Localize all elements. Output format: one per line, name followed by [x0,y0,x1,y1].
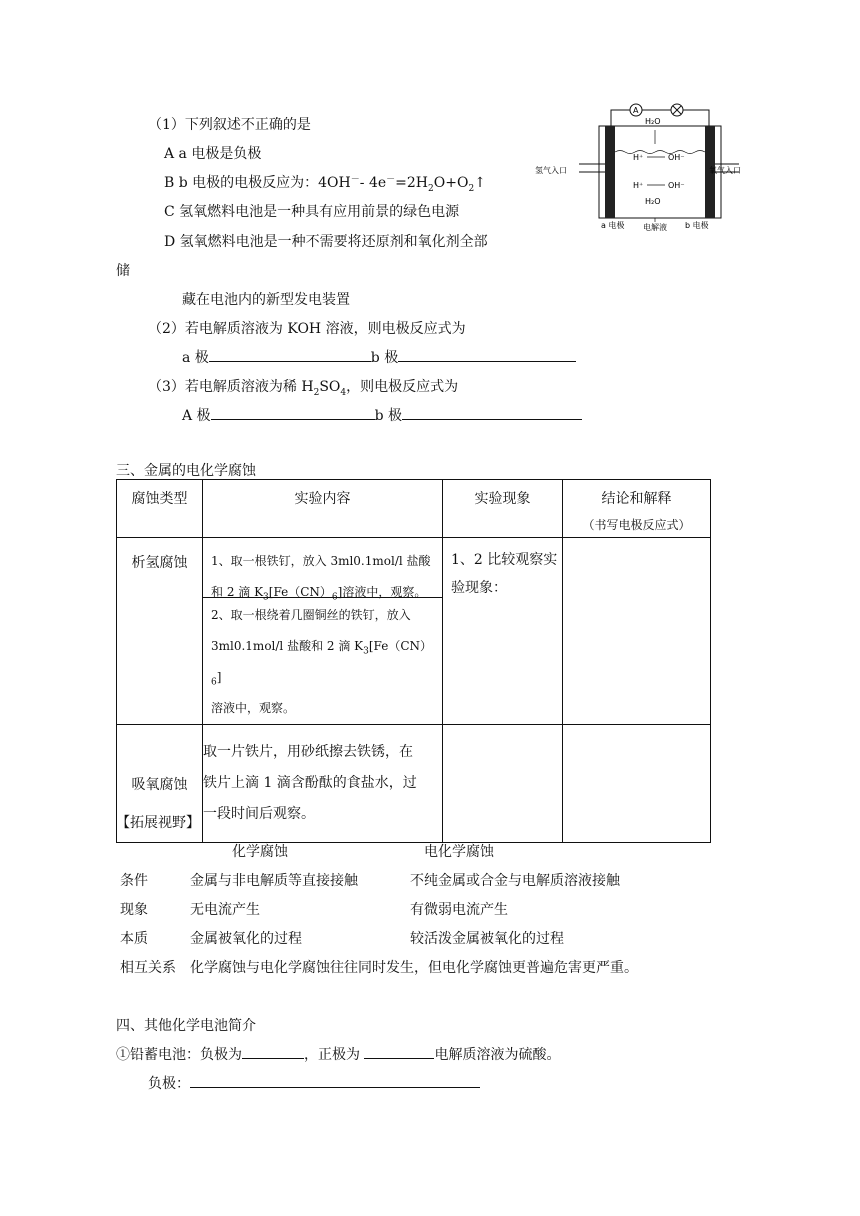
h2o-label: H₂O [645,197,661,206]
header-content: 实验内容 [203,480,443,538]
A-pole-label: A 极 [182,408,211,424]
experiment-3-line: 取一片铁片，用砂纸擦去铁锈，在 [203,744,413,760]
lead-battery-text: 电解质溶液为硫酸。 [434,1047,561,1063]
a-pole-label: a 极 [182,350,209,366]
expand-row-electrochemical: 不纯金属或合金与电解质溶液接触 [410,873,620,889]
conclusion-cell[interactable] [563,725,711,843]
table-row [117,538,711,725]
sup: － [386,174,396,185]
header-conclusion-note: （书写电极反应式） [582,518,691,532]
sub: 2 [468,183,475,194]
a-pole-blank[interactable] [209,347,371,362]
gas-arrow: ↑ [474,175,486,191]
option-d: D 氢氧燃料电池是一种不需要将还原剂和氧化剂全部 [164,234,488,250]
lead-battery-text: ，正极为 [304,1047,365,1063]
sub: 2 [428,183,434,194]
q3-answer-line [182,405,582,425]
q3-text: （3）若电解质溶液为稀 H [148,379,314,395]
experiment-2-line: 溶液中，观察。 [211,701,296,715]
question-3 [148,376,458,396]
option-a: A a 电极是负极 [164,146,262,162]
expand-row-electrochemical: 较活泼金属被氧化的过程 [410,931,564,947]
oh-label: OH⁻ [668,181,685,190]
option-b-text: B b 电极的电极反应为：4OH [164,175,351,191]
experiment-2 [203,598,442,724]
experiment-cell [203,538,443,725]
sub: 6 [211,677,217,688]
h2o-label: H₂O [645,117,661,126]
section-3-title: 三、金属的电化学腐蚀 [116,463,256,479]
b-electrode-label: b 电极 [685,221,709,230]
option-b [164,172,486,192]
expand-row-key: 条件 [120,873,148,889]
sub: 4 [340,387,347,398]
experiment-1-line: 1、取一根铁钉，放入 3ml0.1mol/l 盐酸 [211,554,431,568]
corrosion-table [116,479,711,843]
negative-reaction-line [148,1073,480,1093]
q3-text: ，则电极反应式为 [346,379,459,395]
a-electrode-label: a 电极 [601,221,625,230]
expand-row-key: 现象 [120,902,148,918]
question-1: （1）下列叙述不正确的是 [148,117,311,133]
positive-electrode-blank[interactable] [364,1044,434,1059]
experiment-3-line: 铁片上滴 1 滴含酚酞的食盐水，过 [203,775,417,791]
experiment-2-line [211,631,436,693]
sup: － [350,174,360,185]
b-pole-blank[interactable] [398,347,576,362]
option-d-continued: 藏在电池内的新型发电装置 [182,292,350,308]
header-conclusion-label: 结论和解释 [601,491,672,507]
hplus-label: H⁺ [633,181,644,190]
expand-row-chemical: 无电流产生 [190,902,260,918]
q3-text: SO [319,379,341,395]
phenomenon-cell[interactable] [443,725,563,843]
hplus-label: H⁺ [633,153,644,162]
experiment-2-line: 2、取一根绕着几圈铜丝的铁钉，放入 [211,608,411,622]
expand-col-electrochemical: 电化学腐蚀 [424,844,494,860]
row-type-hydrogen: 析氢腐蚀 [117,538,203,725]
A-pole-blank[interactable] [211,405,375,420]
option-d-wrap: 储 [116,263,130,279]
header-phenomenon: 实验现象 [443,480,563,538]
text: [Fe（CN） [368,639,432,653]
b-pole-label: b 极 [374,408,402,424]
experiment-3-line: 一段时间后观察。 [203,806,315,822]
expand-title: 【拓展视野】 [116,815,200,831]
sub: 3 [363,646,369,657]
option-b-text: - 4e [359,175,387,191]
electrolyte-label: 电解液 [643,223,667,232]
sub: 2 [313,387,320,398]
ammeter-label: A [633,106,639,115]
header-conclusion [563,480,711,538]
table-row [117,725,711,843]
question-2: （2）若电解质溶液为 KOH 溶液，则电极反应式为 [148,321,466,337]
negative-reaction-blank[interactable] [190,1073,480,1088]
phenomenon-line: 验现象： [451,580,507,596]
header-type: 腐蚀类型 [117,480,203,538]
expand-col-chemical: 化学腐蚀 [232,844,288,860]
negative-electrode-blank[interactable] [242,1044,304,1059]
a-electrode [605,126,615,218]
section-4-title: 四、其他化学电池简介 [116,1018,256,1034]
h2-inlet-label: 氢气入口 [535,166,567,175]
row-type-oxygen: 吸氧腐蚀 [117,725,203,843]
sub: 6 [331,592,338,603]
table-header-row [117,480,711,538]
phenomenon-line: 1、2 比较观察实 [451,552,558,568]
expand-row-key: 本质 [120,931,148,947]
conclusion-cell[interactable] [563,538,711,725]
expand-relation-key: 相互关系 [120,960,176,976]
negative-label: 负极： [148,1076,190,1092]
lead-battery-line [116,1044,560,1064]
expand-relation-value: 化学腐蚀与电化学腐蚀往往同时发生，但电化学腐蚀更普遍危害更严重。 [190,960,638,976]
expand-row-chemical: 金属被氧化的过程 [190,931,302,947]
expand-row-electrochemical: 有微弱电流产生 [410,902,508,918]
experiment-3 [203,725,443,843]
sub: 3 [263,592,269,603]
experiment-1 [203,538,442,603]
expand-row-chemical: 金属与非电解质等直接接触 [190,873,358,889]
text: 3ml0.1mol/l 盐酸和 2 滴 K [211,639,364,653]
q2-answer-line [182,347,576,367]
b-pole-label: b 极 [370,350,399,366]
option-b-text: O+O [433,175,469,191]
text: ]溶液中，观察。 [337,585,427,599]
oh-label: OH⁻ [668,153,685,162]
option-b-text: =2H [395,175,429,191]
text: [Fe（CN） [268,585,332,599]
phenomenon-cell[interactable] [443,538,563,725]
text: ] [216,670,222,684]
option-c: C 氢氧燃料电池是一种具有应用前景的绿色电源 [164,204,460,220]
text: 和 2 滴 K [211,585,264,599]
o2-inlet-label: 氧气入口 [709,166,741,175]
lead-battery-text: ①铅蓄电池：负极为 [116,1047,242,1063]
b-pole-blank[interactable] [402,405,582,420]
fuel-cell-diagram [535,100,745,235]
